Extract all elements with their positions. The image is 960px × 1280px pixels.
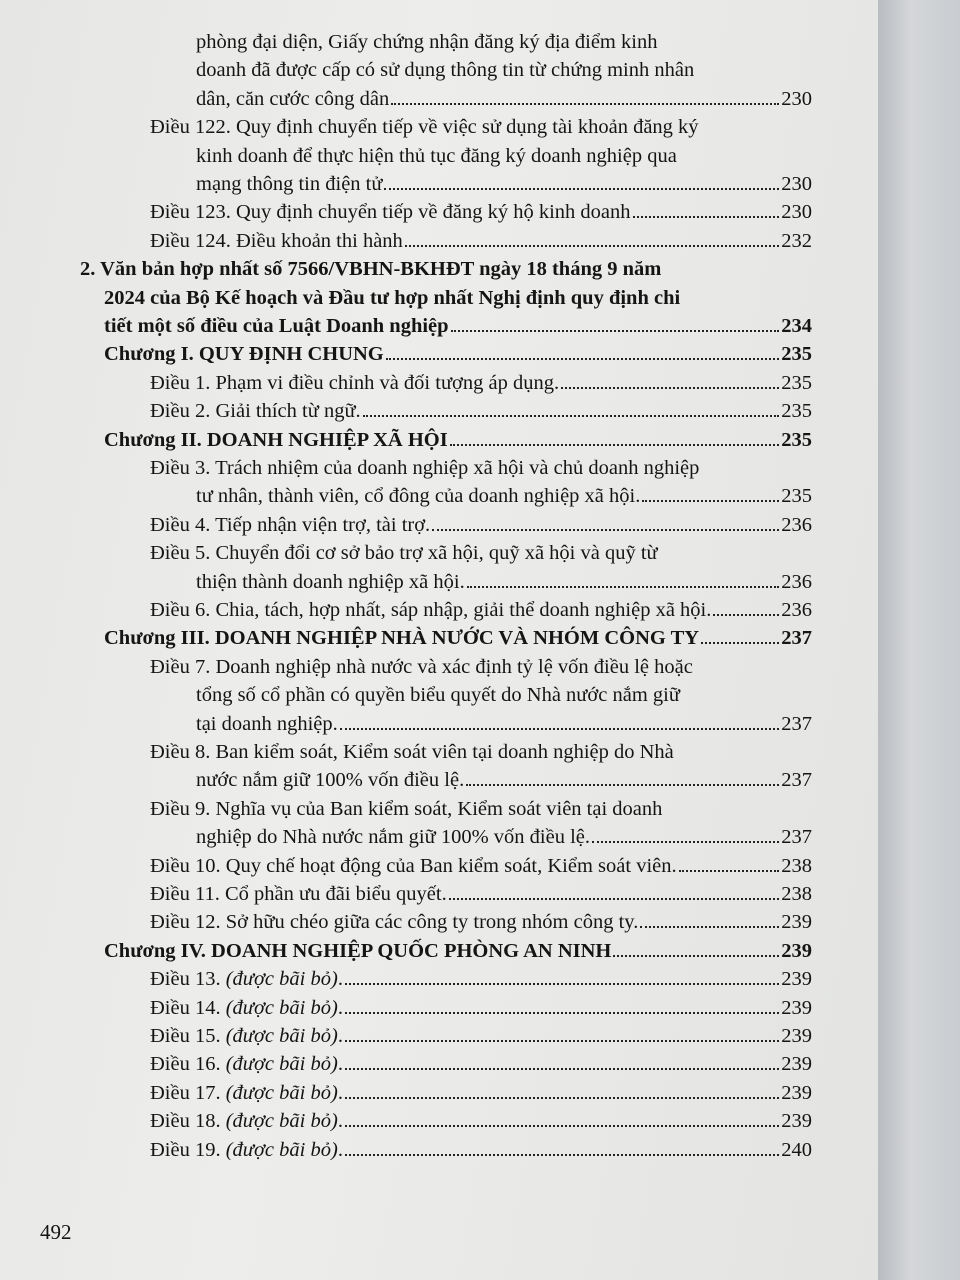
article-label: Điều 14. [150, 996, 221, 1019]
toc-entry-text: Chương III. DOANH NGHIỆP NHÀ NƯỚC VÀ NHÓM CÔNG TY [104, 627, 700, 650]
toc-article-continuation [196, 681, 680, 709]
toc-page-ref: 235 [781, 428, 812, 451]
toc-chapter-entry [104, 937, 812, 965]
article-label: Điều 18. [150, 1110, 221, 1133]
toc-page-ref: 239 [781, 968, 812, 991]
toc-page-ref: 239 [781, 1110, 812, 1133]
toc-entry-text: thiện thành doanh nghiệp xã hội. [196, 570, 465, 593]
toc-article-entry [150, 852, 812, 880]
toc-entry-text: doanh đã được cấp có sử dụng thông tin từ chứng minh nhân [196, 59, 695, 82]
toc-chapter-entry [104, 426, 812, 454]
toc-article-continuation [196, 766, 812, 794]
toc-article-entry [150, 1107, 812, 1135]
toc-chapter-entry [104, 340, 812, 368]
toc-article-entry [150, 795, 662, 823]
repealed-note: (được bãi bỏ) [225, 1138, 338, 1161]
repealed-note: (được bãi bỏ) [225, 1110, 338, 1133]
toc-article-continuation [196, 568, 812, 596]
toc-page-ref: 237 [781, 769, 812, 792]
toc-entry-text: Điều 1. Phạm vi điều chỉnh và đối tượng áp dụng. [150, 371, 560, 394]
dot-leader [345, 994, 779, 1014]
toc-entry-text: Điều 15. (được bãi bỏ). [150, 1025, 343, 1047]
dot-leader [449, 880, 780, 900]
toc-entry-text: Điều 13. (được bãi bỏ). [150, 968, 343, 991]
toc-entry-text: Điều 16. (được bãi bỏ). [150, 1053, 343, 1076]
toc-page-ref: 236 [781, 570, 812, 593]
toc-page-ref: 239 [781, 1081, 812, 1104]
toc-page-ref: 237 [781, 826, 812, 849]
toc-article-entry [150, 369, 812, 397]
toc-page-ref: 230 [781, 87, 812, 110]
toc-article-entry [150, 454, 699, 482]
toc-entry-text: tổng số cổ phần có quyền biểu quyết do Nhà nước nắm giữ [196, 684, 680, 707]
toc-entry-text: Điều 19. (được bãi bỏ). [150, 1138, 343, 1161]
toc-page-ref: 234 [781, 315, 812, 337]
repealed-note: (được bãi bỏ) [225, 968, 338, 991]
toc-entry-text: 2. Văn bản hợp nhất số 7566/VBHN-BKHĐT ngày 18 tháng 9 năm [80, 258, 662, 281]
toc-entry-text: Điều 17. (được bãi bỏ). [150, 1081, 343, 1104]
dot-leader [345, 1079, 779, 1099]
dot-leader [363, 397, 780, 417]
article-label: Điều 13. [150, 968, 221, 991]
toc-entry-text: Điều 11. Cổ phần ưu đãi biểu quyết. [150, 883, 447, 905]
toc-page-ref: 240 [781, 1138, 812, 1161]
dot-leader [679, 852, 780, 872]
toc-entry-text: Điều 3. Trách nhiệm của doanh nghiệp xã hội và chủ doanh nghiệp [150, 457, 700, 479]
toc-article-entry [150, 1079, 812, 1107]
toc-article-entry [150, 653, 693, 681]
toc-entry-text: Điều 14. (được bãi bỏ). [150, 996, 343, 1019]
toc-entry-text: nước nắm giữ 100% vốn điều lệ. [196, 769, 465, 792]
article-label: Điều 15. [150, 1025, 221, 1047]
toc-page-ref: 239 [781, 1053, 812, 1076]
dot-leader [467, 568, 780, 588]
toc-page-ref: 232 [781, 229, 812, 252]
toc-article-entry [150, 908, 812, 936]
toc-page-ref: 235 [781, 371, 812, 394]
toc-article-entry [150, 738, 674, 766]
page-number: 492 [40, 1220, 72, 1244]
dot-leader [701, 624, 779, 644]
toc-entry-text: dân, căn cước công dân [196, 87, 390, 110]
toc-entry-text: Điều 7. Doanh nghiệp nhà nước và xác định tỷ lệ vốn điều lệ hoặc [150, 655, 693, 678]
toc-entry-text: Chương IV. DOANH NGHIỆP QUỐC PHÒNG AN NINH [104, 939, 612, 962]
toc-article-continuation [196, 710, 812, 738]
article-label: Điều 17. [150, 1081, 221, 1104]
toc-page-ref: 235 [781, 343, 812, 366]
toc-page-ref: 238 [781, 854, 812, 877]
toc-entry-text: kinh doanh để thực hiện thủ tục đăng ký doanh nghiệp qua [196, 144, 677, 167]
dot-leader [466, 766, 779, 786]
toc-article-continuation [196, 85, 812, 113]
toc-article-continuation [196, 482, 812, 510]
toc-entry-text: nghiệp do Nhà nước nắm giữ 100% vốn điều lệ. [196, 826, 591, 849]
dot-leader [592, 823, 779, 843]
toc-page-ref: 239 [781, 996, 812, 1019]
repealed-note: (được bãi bỏ) [225, 1025, 338, 1047]
toc-entry-text: Điều 18. (được bãi bỏ). [150, 1110, 343, 1133]
toc-page-ref: 230 [781, 201, 812, 224]
toc-entry-text: Điều 6. Chia, tách, hợp nhất, sáp nhập, giải thể doanh nghiệp xã hội. [150, 599, 712, 621]
toc-article-continuation [196, 170, 812, 198]
toc-page-ref: 237 [781, 627, 812, 650]
dot-leader [613, 937, 779, 957]
toc-entry-text: Điều 122. Quy định chuyển tiếp về việc sử dụng tài khoản đăng ký [150, 116, 699, 139]
toc-entry-text: 2024 của Bộ Kế hoạch và Đầu tư hợp nhất Nghị định quy định chi [104, 286, 681, 309]
dot-leader [345, 1022, 779, 1042]
dot-leader [450, 426, 780, 446]
toc-page-ref: 236 [781, 599, 812, 621]
toc-page-ref: 237 [781, 712, 812, 735]
toc-entry-text: tại doanh nghiệp. [196, 712, 338, 735]
dot-leader [405, 227, 779, 247]
next-page-edge [878, 0, 960, 1280]
toc-entry-text: Điều 124. Điều khoản thi hành [150, 229, 403, 252]
dot-leader [391, 85, 779, 105]
dot-leader [345, 1107, 779, 1127]
toc-article-entry [150, 1136, 812, 1164]
article-label: Điều 19. [150, 1138, 221, 1161]
toc-article-entry [150, 511, 812, 539]
toc-article-entry [150, 994, 812, 1022]
toc-article-entry [150, 965, 812, 993]
toc-page-ref: 239 [781, 1025, 812, 1047]
dot-leader [432, 511, 779, 531]
dot-leader [345, 965, 779, 985]
dot-leader [640, 908, 779, 928]
repealed-note: (được bãi bỏ) [225, 996, 338, 1019]
dot-leader [451, 312, 780, 332]
toc-entry-text: Điều 10. Quy chế hoạt động của Ban kiểm soát, Kiểm soát viên. [150, 854, 677, 877]
repealed-note: (được bãi bỏ) [225, 1053, 338, 1076]
dot-leader [633, 198, 780, 218]
toc-article-entry [150, 1022, 812, 1050]
toc-entry-text: tiết một số điều của Luật Doanh nghiệp [104, 315, 449, 337]
repealed-note: (được bãi bỏ) [225, 1081, 338, 1104]
toc-entry-text: Điều 5. Chuyển đổi cơ sở bảo trợ xã hội, quỹ xã hội và quỹ từ [150, 542, 658, 565]
toc-chapter-entry [104, 624, 812, 652]
toc-entry-text: phòng đại diện, Giấy chứng nhận đăng ký địa điểm kinh [196, 31, 658, 53]
toc-page-ref: 230 [781, 173, 812, 195]
toc-article-entry [150, 397, 812, 425]
toc-entry-text: Chương II. DOANH NGHIỆP XÃ HỘI [104, 428, 448, 451]
dot-leader [642, 482, 779, 502]
toc-entry-text: Điều 9. Nghĩa vụ của Ban kiểm soát, Kiểm soát viên tại doanh [150, 797, 663, 820]
toc-page-ref: 236 [781, 513, 812, 536]
toc-article-entry [150, 198, 812, 226]
toc-article-continuation [196, 28, 657, 56]
toc-page-ref: 238 [781, 883, 812, 905]
dot-leader [345, 1050, 779, 1070]
toc-entry-text: tư nhân, thành viên, cổ đông của doanh nghiệp xã hội. [196, 485, 641, 508]
toc-article-continuation [196, 142, 677, 170]
toc-article-entry [150, 113, 699, 141]
toc-entry-text: Điều 2. Giải thích từ ngữ. [150, 400, 361, 423]
toc-article-entry [150, 880, 812, 908]
toc-entry-text: Điều 8. Ban kiểm soát, Kiểm soát viên tại doanh nghiệp do Nhà [150, 741, 674, 763]
dot-leader [345, 1136, 779, 1156]
dot-leader [384, 170, 779, 190]
toc-page-ref: 239 [781, 939, 812, 962]
toc-document-heading [80, 255, 661, 283]
dot-leader [561, 369, 779, 389]
toc-article-continuation [196, 823, 812, 851]
toc-article-entry [150, 1050, 812, 1078]
toc-entry-text: Chương I. QUY ĐỊNH CHUNG [104, 343, 384, 366]
dot-leader [340, 710, 779, 730]
toc-entry-text: Điều 123. Quy định chuyển tiếp về đăng ký hộ kinh doanh [150, 201, 631, 224]
toc-article-entry [150, 596, 812, 624]
toc-entry-text: Điều 12. Sở hữu chéo giữa các công ty trong nhóm công ty. [150, 911, 639, 934]
toc-page-ref: 235 [781, 400, 812, 423]
toc-document-heading [104, 312, 812, 340]
toc-page-ref: 239 [781, 911, 812, 934]
toc-entry-text: mạng thông tin điện tử [196, 173, 383, 195]
article-label: Điều 16. [150, 1053, 221, 1076]
toc-entry-text: Điều 4. Tiếp nhận viện trợ, tài trợ. [150, 513, 431, 536]
toc-article-entry [150, 539, 658, 567]
toc-page-ref: 235 [781, 485, 812, 508]
dot-leader [386, 340, 780, 360]
toc-article-continuation [196, 56, 694, 84]
toc-document-heading [104, 284, 680, 312]
toc-article-entry [150, 227, 812, 255]
dot-leader [713, 596, 779, 616]
